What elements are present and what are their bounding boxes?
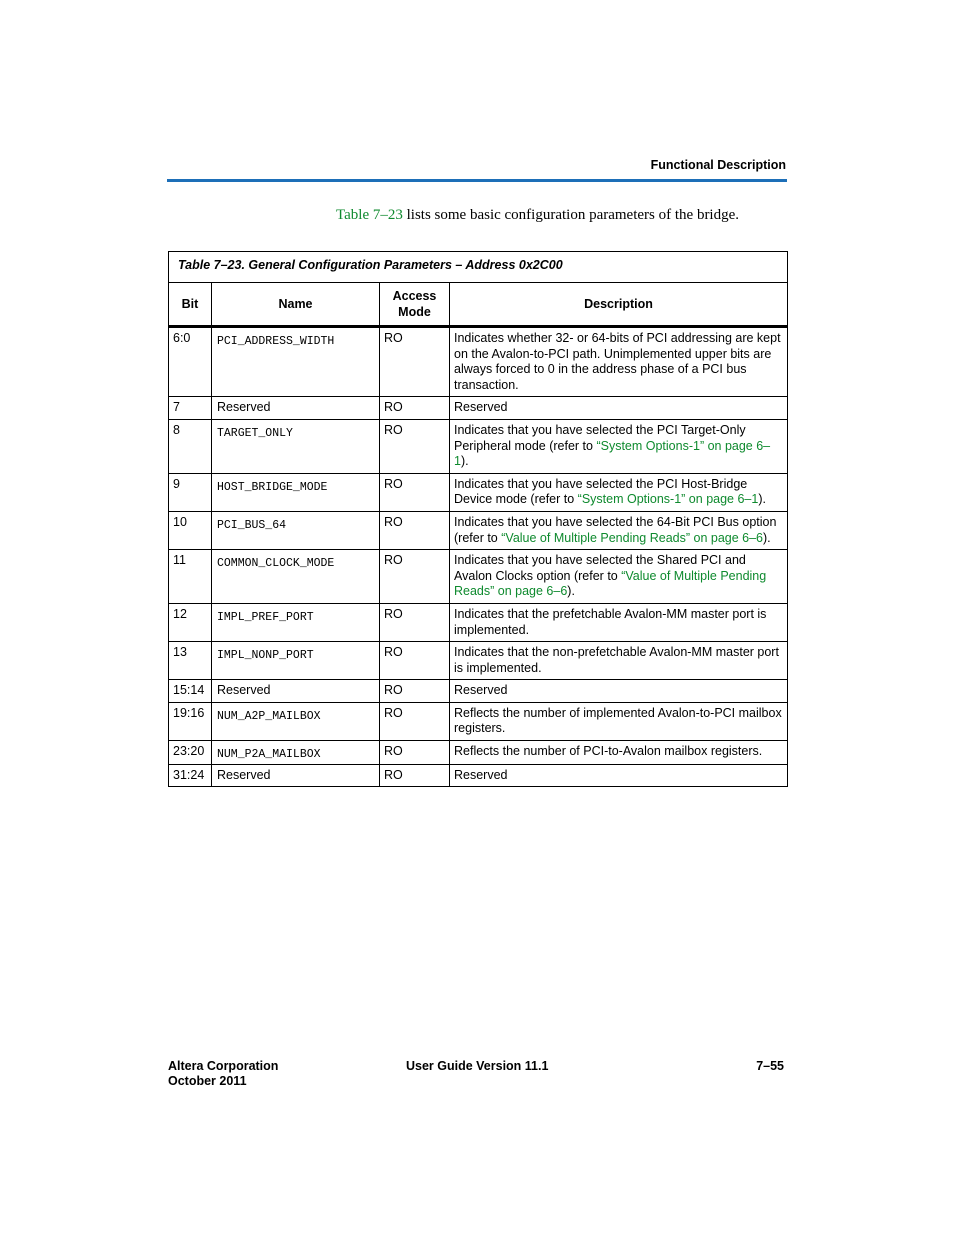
cell-name — [212, 511, 380, 549]
description-text: Reflects the number of implemented Avalon-to-PCI mailbox registers. — [454, 705, 782, 736]
cell-description — [450, 741, 788, 765]
cross-reference-link[interactable]: “System Options-1” on page 6–1 — [577, 492, 759, 507]
cell-bit: 31:24 — [169, 764, 212, 787]
col-header-access: Access — [392, 289, 437, 303]
cell-description — [450, 473, 788, 511]
description-text: Indicates that you have selected the Shared PCI and Avalon Clocks option (refer to — [454, 553, 746, 583]
config-table-container — [168, 251, 787, 787]
col-header-name: Name — [212, 283, 380, 327]
table-row — [169, 642, 788, 680]
config-table — [168, 251, 788, 787]
cell-name — [212, 397, 380, 420]
cell-access-mode: RO — [380, 680, 450, 703]
table-row — [169, 550, 788, 604]
cell-name — [212, 473, 380, 511]
table-reference-link[interactable]: Table 7–23 — [336, 207, 403, 223]
cell-description — [450, 603, 788, 641]
footer-date: October 2011 — [168, 1074, 247, 1088]
table-row — [169, 764, 788, 787]
description-text: Indicates whether 32- or 64-bits of PCI addressing are kept on the Avalon-to-PCI path. Unimplemented upper bits are always forced to 0 in the address phase of a PCI bus transaction. — [454, 331, 781, 392]
cell-access-mode: RO — [380, 642, 450, 680]
description-text: Reserved — [454, 400, 508, 415]
register-field-name: HOST_BRIDGE_MODE — [217, 480, 328, 494]
cell-access-mode: RO — [380, 419, 450, 473]
description-text: Reserved — [454, 767, 508, 782]
register-field-name: NUM_A2P_MAILBOX — [217, 709, 321, 723]
table-row — [169, 327, 788, 397]
description-text: Indicates that the prefetchable Avalon-MM master port is implemented. — [454, 606, 767, 637]
cell-name — [212, 327, 380, 397]
register-field-name: Reserved — [217, 400, 271, 415]
cross-reference-link[interactable]: “System Options-1” on page 6–1 — [454, 438, 771, 469]
register-field-name: Reserved — [217, 767, 271, 782]
description-text: Reflects the number of PCI-to-Avalon mailbox registers. — [454, 744, 763, 759]
table-row — [169, 397, 788, 420]
description-text: ). — [758, 492, 766, 507]
cell-name — [212, 419, 380, 473]
register-field-name: PCI_BUS_64 — [217, 518, 287, 532]
cell-description — [450, 702, 788, 740]
table-caption: Table 7–23. General Configuration Parameters – Address 0x2C00 — [169, 252, 788, 283]
description-text: Indicates that you have selected the 64-Bit PCI Bus option (refer to — [454, 514, 777, 545]
register-field-name: IMPL_PREF_PORT — [217, 610, 314, 624]
section-title: Functional Description — [650, 158, 786, 172]
register-field-name: TARGET_ONLY — [217, 426, 293, 440]
cell-description — [450, 397, 788, 420]
description-text: ). — [763, 530, 771, 545]
register-field-name: COMMON_CLOCK_MODE — [217, 557, 335, 571]
cell-access-mode: RO — [380, 327, 450, 397]
col-header-description: Description — [450, 283, 788, 327]
table-row — [169, 511, 788, 549]
cell-name — [212, 603, 380, 641]
table-row — [169, 473, 788, 511]
table-row — [169, 702, 788, 740]
cell-description — [450, 419, 788, 473]
cell-bit: 23:20 — [169, 741, 212, 765]
footer-company: Altera Corporation — [168, 1059, 279, 1073]
cell-description — [450, 642, 788, 680]
intro-paragraph — [336, 207, 786, 224]
cell-bit: 12 — [169, 603, 212, 641]
table-row — [169, 680, 788, 703]
col-header-mode: Mode — [398, 305, 431, 319]
cell-name — [212, 764, 380, 787]
cell-name — [212, 741, 380, 765]
register-field-name: PCI_ADDRESS_WIDTH — [217, 335, 335, 348]
cross-reference-link[interactable]: “Value of Multiple Pending Reads” on page 6–6 — [454, 568, 767, 599]
intro-text: lists some basic configuration parameters of the bridge. — [402, 207, 740, 223]
cell-access-mode: RO — [380, 473, 450, 511]
cell-access-mode: RO — [380, 702, 450, 740]
cell-description — [450, 550, 788, 604]
cell-description — [450, 327, 788, 397]
cell-access-mode: RO — [380, 603, 450, 641]
cell-bit: 6:0 — [169, 327, 212, 397]
table-header-row — [169, 283, 788, 327]
cross-reference-link[interactable]: “Value of Multiple Pending Reads” on page 6–6 — [501, 530, 763, 545]
footer-left — [168, 1059, 278, 1089]
description-text: ). — [567, 584, 575, 599]
description-text: Indicates that you have selected the PCI Target-Only Peripheral mode (refer to — [454, 422, 746, 453]
col-header-access-mode — [380, 283, 450, 327]
col-header-bit: Bit — [169, 283, 212, 327]
cell-description — [450, 764, 788, 787]
cell-access-mode: RO — [380, 764, 450, 787]
cell-bit: 19:16 — [169, 702, 212, 740]
cell-bit: 7 — [169, 397, 212, 420]
cell-description — [450, 680, 788, 703]
table-row — [169, 741, 788, 765]
description-text: Reserved — [454, 683, 508, 698]
cell-description — [450, 511, 788, 549]
register-field-name: Reserved — [217, 683, 271, 698]
cell-access-mode: RO — [380, 511, 450, 549]
cell-bit: 15:14 — [169, 680, 212, 703]
page-number: 7–55 — [756, 1059, 784, 1073]
table-body — [169, 327, 788, 787]
cell-bit: 13 — [169, 642, 212, 680]
table-row — [169, 419, 788, 473]
table-row — [169, 603, 788, 641]
cell-bit: 11 — [169, 550, 212, 604]
register-field-name: NUM_P2A_MAILBOX — [217, 748, 321, 762]
cell-name — [212, 702, 380, 740]
cell-access-mode: RO — [380, 741, 450, 765]
cell-bit: 8 — [169, 419, 212, 473]
footer-guide-version: User Guide Version 11.1 — [406, 1059, 549, 1073]
cell-bit: 10 — [169, 511, 212, 549]
header-rule — [167, 179, 787, 182]
description-text: ). — [460, 454, 469, 469]
cell-access-mode: RO — [380, 397, 450, 420]
cell-name — [212, 642, 380, 680]
cell-name — [212, 680, 380, 703]
cell-access-mode: RO — [380, 550, 450, 604]
description-text: Indicates that you have selected the PCI Host-Bridge Device mode (refer to — [454, 476, 748, 507]
description-text: Indicates that the non-prefetchable Avalon-MM master port is implemented. — [454, 645, 779, 675]
cell-name — [212, 550, 380, 604]
register-field-name: IMPL_NONP_PORT — [217, 649, 314, 663]
cell-bit: 9 — [169, 473, 212, 511]
